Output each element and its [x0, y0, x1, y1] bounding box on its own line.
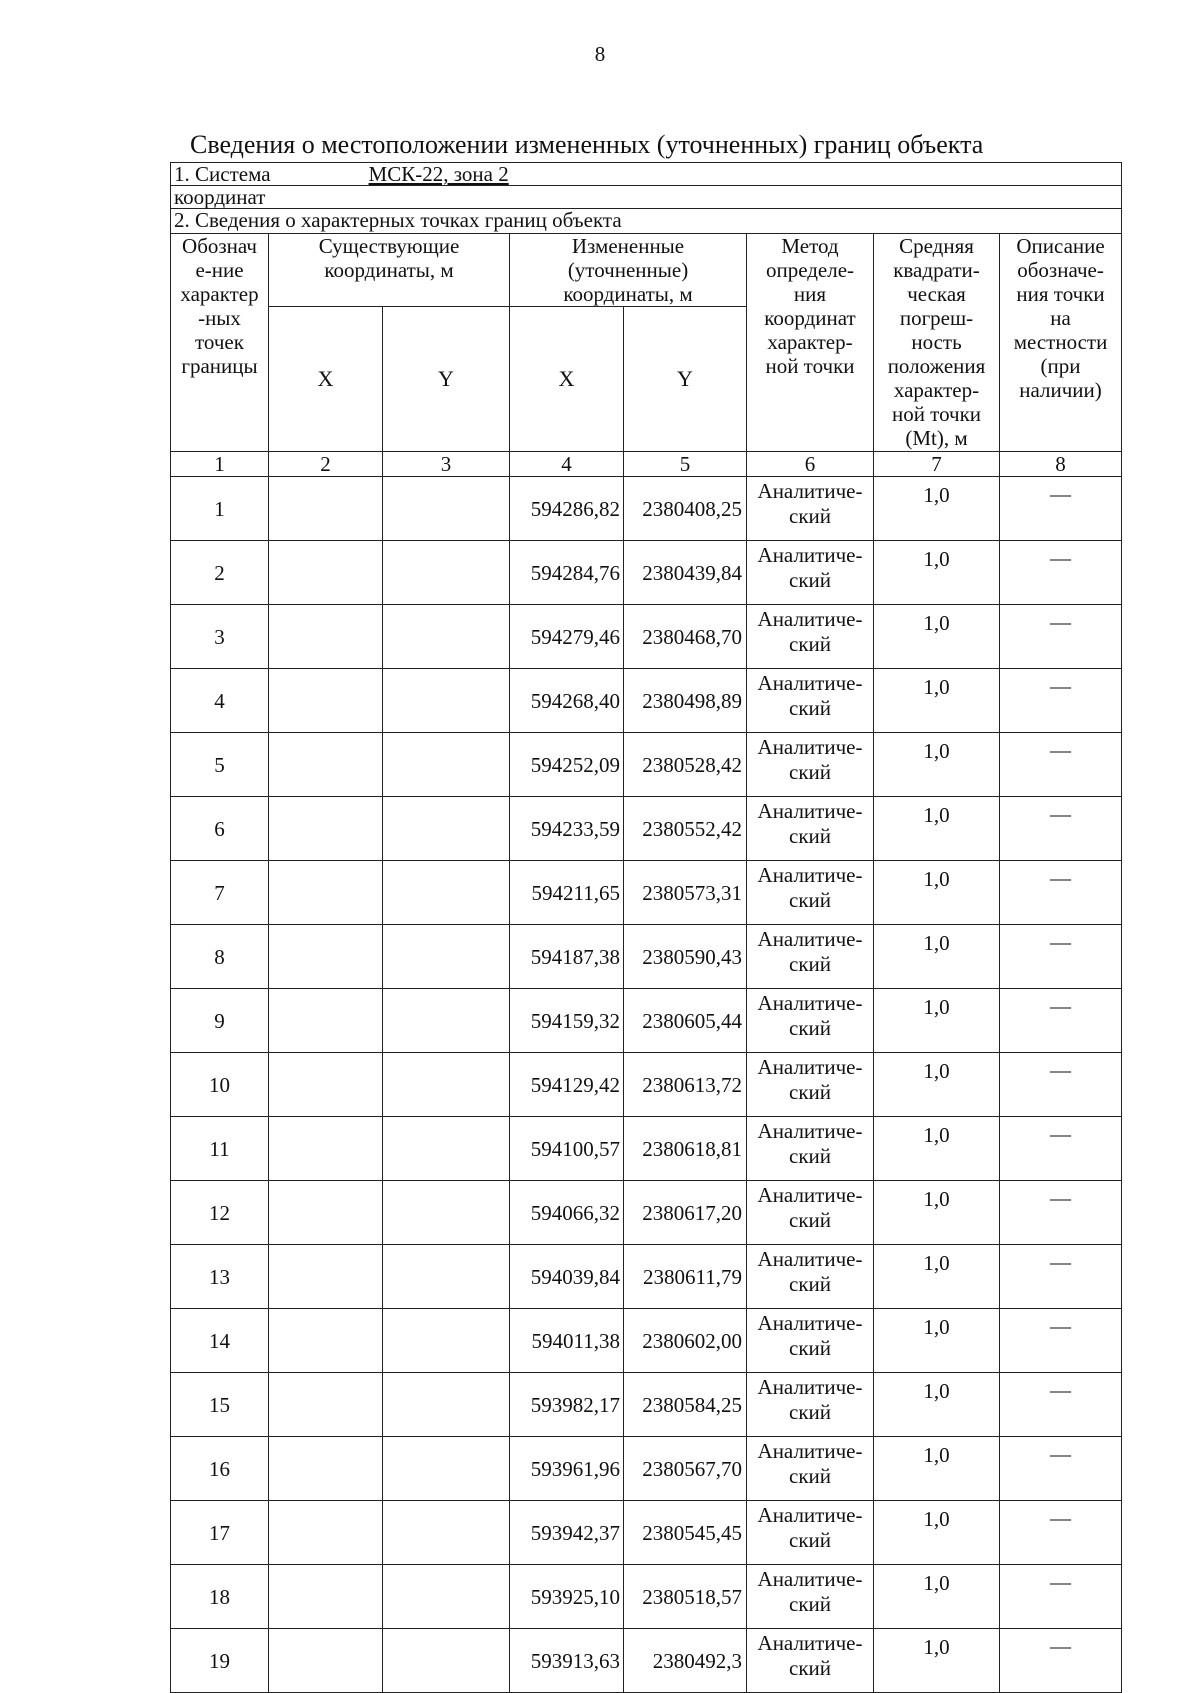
point-description: — — [1000, 1117, 1122, 1181]
changed-x: 594011,38 — [510, 1309, 624, 1373]
existing-x — [269, 1629, 383, 1693]
existing-y — [383, 1373, 510, 1437]
accuracy-mt: 1,0 — [874, 1501, 1000, 1565]
changed-y: 2380468,70 — [624, 605, 747, 669]
table-row — [171, 605, 1122, 669]
boundary-points-table — [170, 162, 1122, 1693]
method — [747, 1437, 874, 1501]
changed-x: 594129,42 — [510, 1053, 624, 1117]
table-row — [171, 669, 1122, 733]
accuracy-mt: 1,0 — [874, 797, 1000, 861]
existing-y — [383, 1565, 510, 1629]
accuracy-mt: 1,0 — [874, 1629, 1000, 1693]
accuracy-mt: 1,0 — [874, 1373, 1000, 1437]
coordinate-system-label: 1. Система — [174, 162, 271, 186]
existing-x — [269, 1309, 383, 1373]
changed-y: 2380584,25 — [624, 1373, 747, 1437]
method — [747, 925, 874, 989]
header-line: ния — [793, 282, 827, 306]
method-line: Аналитиче- — [757, 479, 863, 503]
changed-x: 593942,37 — [510, 1501, 624, 1565]
header-line: границы — [181, 354, 258, 378]
point-description: — — [1000, 1309, 1122, 1373]
changed-x: 594233,59 — [510, 797, 624, 861]
table-row — [171, 1053, 1122, 1117]
column-number: 8 — [1000, 452, 1122, 477]
method-line: ский — [789, 632, 831, 656]
point-description: — — [1000, 477, 1122, 541]
header-line: точек — [195, 330, 244, 354]
point-number: 14 — [171, 1309, 269, 1373]
table-row — [171, 989, 1122, 1053]
existing-y — [383, 477, 510, 541]
point-description: — — [1000, 605, 1122, 669]
method-line: ский — [789, 824, 831, 848]
point-description: — — [1000, 669, 1122, 733]
header-point-designation — [171, 234, 269, 452]
header-line: наличии) — [1019, 378, 1102, 402]
changed-x: 594279,46 — [510, 605, 624, 669]
method — [747, 1117, 874, 1181]
accuracy-mt: 1,0 — [874, 861, 1000, 925]
existing-y — [383, 1181, 510, 1245]
section-2-title: 2. Сведения о характерных точках границ объекта — [174, 208, 622, 232]
changed-y: 2380492,3 — [624, 1629, 747, 1693]
point-number: 16 — [171, 1437, 269, 1501]
header-line: Метод — [781, 234, 839, 258]
point-description: — — [1000, 1181, 1122, 1245]
changed-x: 594039,84 — [510, 1245, 624, 1309]
existing-x — [269, 669, 383, 733]
header-description — [1000, 234, 1122, 452]
point-description: — — [1000, 1373, 1122, 1437]
existing-x — [269, 1117, 383, 1181]
method — [747, 1629, 874, 1693]
method-line: ский — [789, 504, 831, 528]
header-line: характер- — [893, 378, 980, 402]
method-line: ский — [789, 1144, 831, 1168]
table-row — [171, 477, 1122, 541]
method-line: ский — [789, 888, 831, 912]
existing-x — [269, 1181, 383, 1245]
header-changed-x: X — [510, 307, 624, 452]
method — [747, 797, 874, 861]
page-number: 8 — [594, 42, 606, 66]
accuracy-mt: 1,0 — [874, 669, 1000, 733]
changed-x: 594211,65 — [510, 861, 624, 925]
existing-x — [269, 1565, 383, 1629]
document-title: Сведения о местоположении измененных (уточненных) границ объекта — [190, 130, 984, 159]
existing-x — [269, 1053, 383, 1117]
existing-y — [383, 1117, 510, 1181]
table-row — [171, 1309, 1122, 1373]
existing-y — [383, 605, 510, 669]
method — [747, 669, 874, 733]
point-number: 8 — [171, 925, 269, 989]
header-changed-y: Y — [624, 307, 747, 452]
coordinate-system-row-2 — [171, 186, 1122, 209]
method-line: ский — [789, 1656, 831, 1680]
changed-y: 2380552,42 — [624, 797, 747, 861]
method-line: ский — [789, 760, 831, 784]
method — [747, 1501, 874, 1565]
changed-y: 2380567,70 — [624, 1437, 747, 1501]
method-line: ский — [789, 1272, 831, 1296]
method — [747, 1309, 874, 1373]
changed-x: 593925,10 — [510, 1565, 624, 1629]
header-line: Существующие — [318, 234, 460, 258]
table-row — [171, 925, 1122, 989]
existing-y — [383, 1437, 510, 1501]
changed-x: 593982,17 — [510, 1373, 624, 1437]
column-numbers-row — [171, 452, 1122, 477]
changed-x: 593913,63 — [510, 1629, 624, 1693]
changed-y: 2380545,45 — [624, 1501, 747, 1565]
header-line: обозначе- — [1017, 258, 1104, 282]
changed-y: 2380602,00 — [624, 1309, 747, 1373]
existing-x — [269, 989, 383, 1053]
column-number: 1 — [171, 452, 269, 477]
method-line: Аналитиче- — [757, 1567, 863, 1591]
column-number: 2 — [269, 452, 383, 477]
existing-y — [383, 861, 510, 925]
method — [747, 1181, 874, 1245]
section-2-row — [171, 209, 1122, 234]
existing-x — [269, 925, 383, 989]
table-row — [171, 797, 1122, 861]
existing-x — [269, 861, 383, 925]
method — [747, 861, 874, 925]
changed-y: 2380528,42 — [624, 733, 747, 797]
coordinate-system-label-2: координат — [174, 185, 266, 209]
point-number: 3 — [171, 605, 269, 669]
method-line: Аналитиче- — [757, 1375, 863, 1399]
point-number: 5 — [171, 733, 269, 797]
table-row — [171, 1565, 1122, 1629]
existing-y — [383, 1501, 510, 1565]
existing-x — [269, 605, 383, 669]
header-method — [747, 234, 874, 452]
column-number: 3 — [383, 452, 510, 477]
method-line: ский — [789, 952, 831, 976]
method-line: ский — [789, 1016, 831, 1040]
method-line: Аналитиче- — [757, 991, 863, 1015]
existing-y — [383, 1629, 510, 1693]
table-row — [171, 1117, 1122, 1181]
header-line: (при — [1040, 354, 1081, 378]
point-description: — — [1000, 1501, 1122, 1565]
method — [747, 541, 874, 605]
method-line: Аналитиче- — [757, 1631, 863, 1655]
method-line: Аналитиче- — [757, 863, 863, 887]
table-row — [171, 1437, 1122, 1501]
accuracy-mt: 1,0 — [874, 477, 1000, 541]
header-line: квадрати- — [893, 258, 980, 282]
table-row — [171, 861, 1122, 925]
coordinate-system-value: МСК-22, зона 2 — [368, 162, 509, 186]
changed-y: 2380613,72 — [624, 1053, 747, 1117]
method — [747, 1373, 874, 1437]
table-row — [171, 733, 1122, 797]
point-description: — — [1000, 1565, 1122, 1629]
point-description: — — [1000, 1437, 1122, 1501]
point-number: 4 — [171, 669, 269, 733]
header-line: на — [1050, 306, 1071, 330]
changed-x: 594252,09 — [510, 733, 624, 797]
header-line: ной точки — [765, 354, 855, 378]
existing-x — [269, 541, 383, 605]
accuracy-mt: 1,0 — [874, 1309, 1000, 1373]
method-line: ский — [789, 1208, 831, 1232]
header-existing-coordinates — [269, 234, 510, 307]
method-line: ский — [789, 1464, 831, 1488]
accuracy-mt: 1,0 — [874, 605, 1000, 669]
header-line: погреш- — [899, 306, 974, 330]
header-line: ность — [911, 330, 962, 354]
column-number: 7 — [874, 452, 1000, 477]
point-description: — — [1000, 797, 1122, 861]
point-description: — — [1000, 733, 1122, 797]
header-line: характер- — [767, 330, 853, 354]
header-changed-coordinates — [510, 234, 747, 307]
point-number: 13 — [171, 1245, 269, 1309]
header-line: характер — [180, 282, 259, 306]
accuracy-mt: 1,0 — [874, 989, 1000, 1053]
point-description: — — [1000, 861, 1122, 925]
header-line: координаты, м — [563, 282, 693, 306]
header-line: Измененные — [571, 234, 685, 258]
header-line: координат — [764, 306, 856, 330]
existing-y — [383, 797, 510, 861]
point-description: — — [1000, 925, 1122, 989]
changed-y: 2380518,57 — [624, 1565, 747, 1629]
header-line: определе- — [765, 258, 855, 282]
header-line: (Mt), м — [905, 426, 968, 450]
point-description: — — [1000, 1053, 1122, 1117]
changed-x: 594286,82 — [510, 477, 624, 541]
method-line: ский — [789, 1080, 831, 1104]
accuracy-mt: 1,0 — [874, 541, 1000, 605]
header-line: ния точки — [1016, 282, 1105, 306]
accuracy-mt: 1,0 — [874, 1181, 1000, 1245]
column-number: 6 — [747, 452, 874, 477]
method — [747, 989, 874, 1053]
method-line: ский — [789, 1592, 831, 1616]
header-line: координаты, м — [324, 258, 454, 282]
changed-y: 2380605,44 — [624, 989, 747, 1053]
point-number: 10 — [171, 1053, 269, 1117]
method-line: ский — [789, 696, 831, 720]
changed-y: 2380408,25 — [624, 477, 747, 541]
method — [747, 1245, 874, 1309]
method-line: Аналитиче- — [757, 1439, 863, 1463]
existing-x — [269, 477, 383, 541]
accuracy-mt: 1,0 — [874, 1437, 1000, 1501]
existing-y — [383, 1245, 510, 1309]
method-line: Аналитиче- — [757, 671, 863, 695]
table-row — [171, 1373, 1122, 1437]
header-accuracy — [874, 234, 1000, 452]
table-row — [171, 1245, 1122, 1309]
existing-x — [269, 1373, 383, 1437]
point-number: 18 — [171, 1565, 269, 1629]
existing-y — [383, 1053, 510, 1117]
point-number: 12 — [171, 1181, 269, 1245]
method-line: Аналитиче- — [757, 735, 863, 759]
method-line: Аналитиче- — [757, 1055, 863, 1079]
accuracy-mt: 1,0 — [874, 1245, 1000, 1309]
header-existing-x: X — [269, 307, 383, 452]
existing-y — [383, 1309, 510, 1373]
header-line: положения — [887, 354, 986, 378]
table-row — [171, 1181, 1122, 1245]
header-line: Описание — [1016, 234, 1105, 258]
header-existing-y: Y — [383, 307, 510, 452]
method-line: ский — [789, 1400, 831, 1424]
existing-y — [383, 989, 510, 1053]
changed-x: 594159,32 — [510, 989, 624, 1053]
table-row — [171, 1501, 1122, 1565]
changed-x: 594268,40 — [510, 669, 624, 733]
changed-y: 2380498,89 — [624, 669, 747, 733]
changed-y: 2380439,84 — [624, 541, 747, 605]
point-number: 9 — [171, 989, 269, 1053]
existing-y — [383, 925, 510, 989]
point-description: — — [1000, 989, 1122, 1053]
method-line: Аналитиче- — [757, 1247, 863, 1271]
accuracy-mt: 1,0 — [874, 925, 1000, 989]
method — [747, 605, 874, 669]
header-line: ной точки — [891, 402, 982, 426]
existing-x — [269, 1245, 383, 1309]
point-description: — — [1000, 1245, 1122, 1309]
point-number: 17 — [171, 1501, 269, 1565]
header-line: ческая — [907, 282, 966, 306]
method-line: Аналитиче- — [757, 1183, 863, 1207]
header-line: е-ние — [195, 258, 244, 282]
header-line: (уточненные) — [567, 258, 689, 282]
accuracy-mt: 1,0 — [874, 1053, 1000, 1117]
existing-y — [383, 733, 510, 797]
changed-y: 2380617,20 — [624, 1181, 747, 1245]
changed-y: 2380611,79 — [624, 1245, 747, 1309]
method-line: Аналитиче- — [757, 1119, 863, 1143]
existing-x — [269, 797, 383, 861]
existing-x — [269, 1437, 383, 1501]
changed-y: 2380618,81 — [624, 1117, 747, 1181]
changed-x: 594187,38 — [510, 925, 624, 989]
method-line: Аналитиче- — [757, 607, 863, 631]
point-number: 1 — [171, 477, 269, 541]
point-number: 2 — [171, 541, 269, 605]
point-number: 11 — [171, 1117, 269, 1181]
method — [747, 1053, 874, 1117]
accuracy-mt: 1,0 — [874, 1565, 1000, 1629]
table-row — [171, 1629, 1122, 1693]
header-row-top — [171, 234, 1122, 307]
column-number: 4 — [510, 452, 624, 477]
header-line: Обознач — [182, 234, 257, 258]
changed-x: 594284,76 — [510, 541, 624, 605]
header-line: местности — [1013, 330, 1108, 354]
method-line: Аналитиче- — [757, 799, 863, 823]
existing-x — [269, 733, 383, 797]
changed-x: 593961,96 — [510, 1437, 624, 1501]
method — [747, 1565, 874, 1629]
method-line: Аналитиче- — [757, 1311, 863, 1335]
point-number: 6 — [171, 797, 269, 861]
existing-y — [383, 541, 510, 605]
point-description: — — [1000, 541, 1122, 605]
column-number: 5 — [624, 452, 747, 477]
method-line: Аналитиче- — [757, 543, 863, 567]
point-number: 7 — [171, 861, 269, 925]
method-line: ский — [789, 1336, 831, 1360]
changed-y: 2380573,31 — [624, 861, 747, 925]
accuracy-mt: 1,0 — [874, 733, 1000, 797]
header-line: -ных — [198, 306, 241, 330]
coordinate-system-row — [171, 163, 1122, 186]
changed-y: 2380590,43 — [624, 925, 747, 989]
method-line: Аналитиче- — [757, 927, 863, 951]
method-line: Аналитиче- — [757, 1503, 863, 1527]
method-line: ский — [789, 568, 831, 592]
point-number: 19 — [171, 1629, 269, 1693]
method-line: ский — [789, 1528, 831, 1552]
changed-x: 594066,32 — [510, 1181, 624, 1245]
changed-x: 594100,57 — [510, 1117, 624, 1181]
table-row — [171, 541, 1122, 605]
existing-y — [383, 669, 510, 733]
header-line: Средняя — [899, 234, 974, 258]
method — [747, 733, 874, 797]
point-description: — — [1000, 1629, 1122, 1693]
existing-x — [269, 1501, 383, 1565]
method — [747, 477, 874, 541]
accuracy-mt: 1,0 — [874, 1117, 1000, 1181]
point-number: 15 — [171, 1373, 269, 1437]
